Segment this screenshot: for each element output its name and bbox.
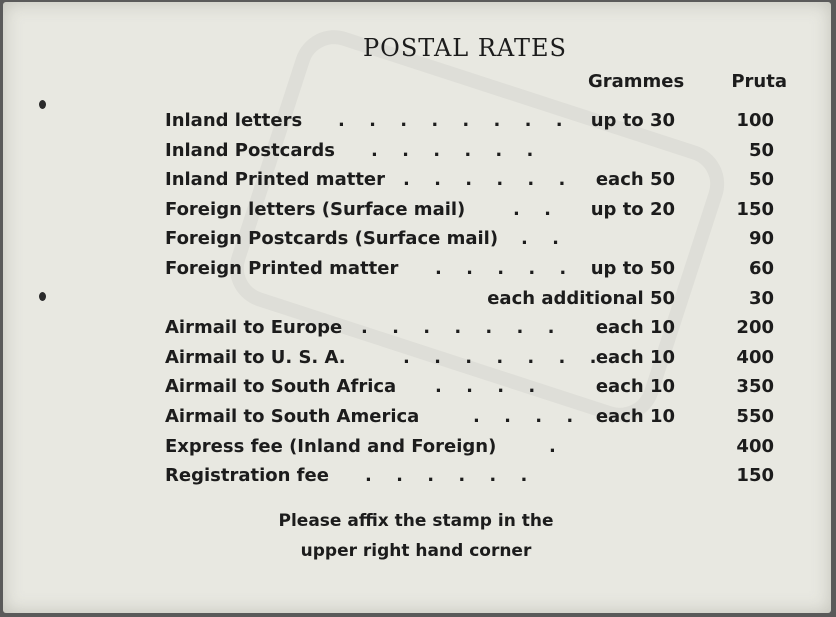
rate-pruta: 150 bbox=[736, 199, 774, 220]
rate-row bbox=[3, 376, 831, 402]
rate-pruta: 50 bbox=[748, 140, 774, 161]
rate-pruta: 550 bbox=[736, 406, 774, 427]
rate-pruta: 200 bbox=[736, 317, 774, 338]
rate-weight: each 10 bbox=[595, 347, 675, 368]
rate-weight: each 10 bbox=[595, 376, 675, 397]
rate-pruta: 90 bbox=[748, 228, 774, 249]
rate-label: Foreign letters (Surface mail) bbox=[165, 199, 466, 220]
leader-dots: . . bbox=[521, 228, 568, 249]
rate-pruta: 50 bbox=[748, 169, 774, 190]
rate-label: Inland letters bbox=[165, 110, 303, 131]
rate-row bbox=[3, 406, 831, 432]
rate-label: Registration fee bbox=[165, 465, 329, 486]
rate-pruta: 350 bbox=[736, 376, 774, 397]
rate-label: Inland Printed matter bbox=[165, 169, 386, 190]
rate-row bbox=[3, 288, 831, 314]
rate-row bbox=[3, 199, 831, 225]
rate-row bbox=[3, 258, 831, 284]
rate-row bbox=[3, 169, 831, 195]
rate-label: Inland Postcards bbox=[165, 140, 335, 161]
rate-row bbox=[3, 110, 831, 136]
rate-pruta: 150 bbox=[736, 465, 774, 486]
postal-rates-card bbox=[3, 2, 831, 613]
rate-weight: each 10 bbox=[595, 406, 675, 427]
rate-weight: each 50 bbox=[595, 169, 675, 190]
leader-dots: . bbox=[549, 436, 565, 457]
rate-row bbox=[3, 347, 831, 373]
rate-weight: each additional 50 bbox=[487, 288, 675, 309]
rate-pruta: 30 bbox=[748, 288, 774, 309]
leader-dots: . . . . bbox=[435, 376, 545, 397]
leader-dots: . . . . . bbox=[435, 258, 576, 279]
rate-weight: up to 30 bbox=[590, 110, 675, 131]
rate-row bbox=[3, 140, 831, 166]
rate-label: Airmail to Europe bbox=[165, 317, 343, 338]
rate-pruta: 400 bbox=[736, 347, 774, 368]
leader-dots: . . . . . . bbox=[403, 169, 575, 190]
rate-weight: up to 50 bbox=[590, 258, 675, 279]
leader-dots: . . . . . . . bbox=[361, 317, 564, 338]
rate-weight: up to 20 bbox=[590, 199, 675, 220]
note-line-2: upper right hand corner bbox=[300, 541, 532, 561]
rate-pruta: 60 bbox=[748, 258, 774, 279]
rate-row bbox=[3, 317, 831, 343]
note-line-1: Please affix the stamp in the bbox=[278, 511, 554, 531]
rate-label: Airmail to South America bbox=[165, 406, 420, 427]
leader-dots: . . . . . . bbox=[365, 465, 537, 486]
rate-label: Foreign Postcards (Surface mail) bbox=[165, 228, 499, 249]
rate-label: Express fee (Inland and Foreign) bbox=[165, 436, 497, 457]
leader-dots: . . . . . . . bbox=[403, 347, 606, 368]
rate-row bbox=[3, 228, 831, 254]
punch-hole-top bbox=[39, 100, 46, 109]
leader-dots: . . . . . . . . bbox=[338, 110, 572, 131]
rate-label: Airmail to South Africa bbox=[165, 376, 397, 397]
rate-pruta: 400 bbox=[736, 436, 774, 457]
rate-label: Airmail to U. S. A. bbox=[165, 347, 346, 368]
rate-pruta: 100 bbox=[736, 110, 774, 131]
column-header-grammes: Grammes bbox=[588, 71, 685, 92]
column-header-pruta: Pruta bbox=[731, 71, 787, 92]
leader-dots: . . . . . . bbox=[371, 140, 543, 161]
page-title: POSTAL RATES bbox=[363, 34, 567, 62]
leader-dots: . . bbox=[513, 199, 560, 220]
rate-weight: each 10 bbox=[595, 317, 675, 338]
rate-label: Foreign Printed matter bbox=[165, 258, 399, 279]
rate-row bbox=[3, 465, 831, 491]
leader-dots: . . . . bbox=[473, 406, 583, 427]
rate-row bbox=[3, 436, 831, 462]
